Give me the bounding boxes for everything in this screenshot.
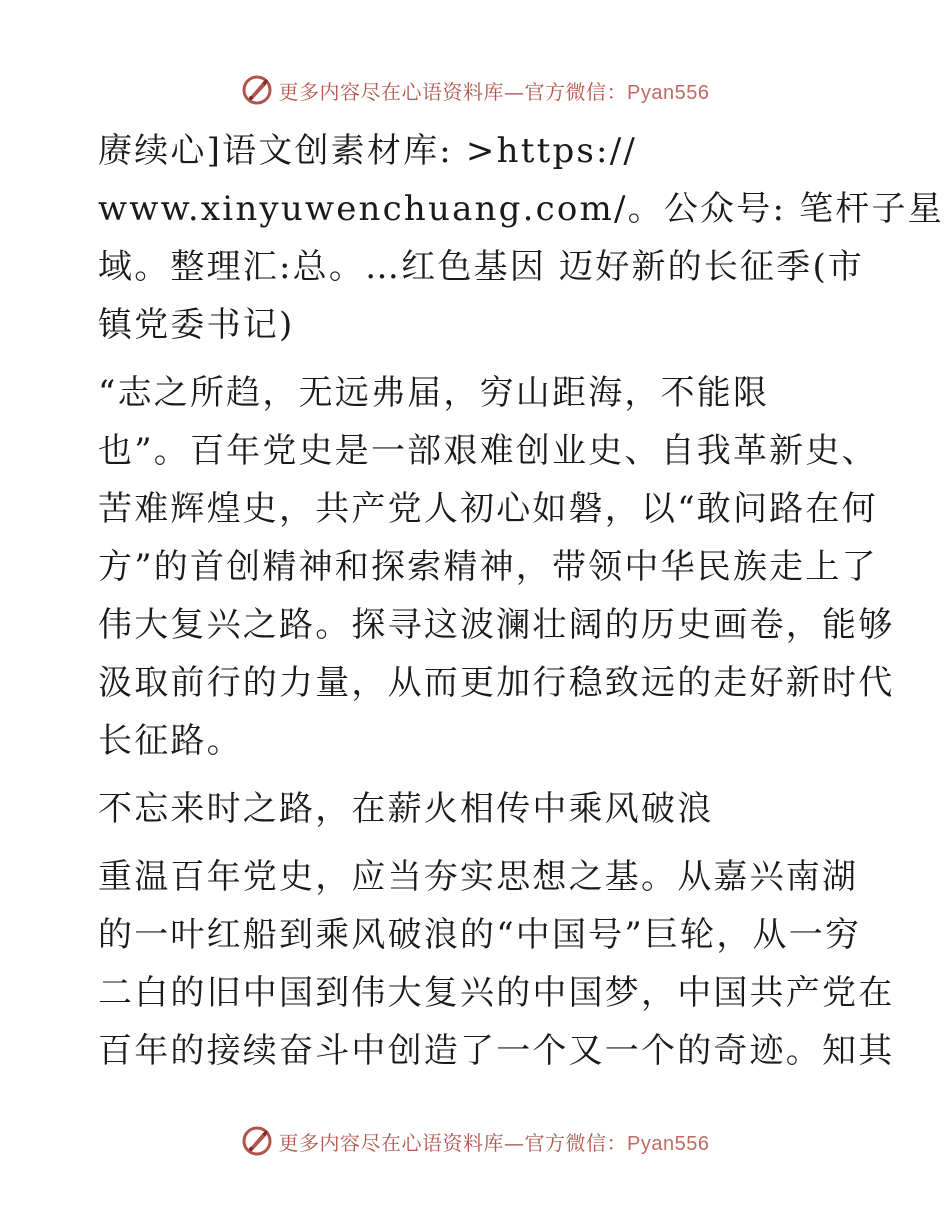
paragraph-3: [98, 848, 895, 1080]
text-line: 赓续心]语文创素材库: >https://: [98, 131, 638, 171]
text-line: 域。整理汇:总。…红色基因 迈好新的长征季(市: [98, 247, 865, 287]
watermark-text: [279, 1127, 710, 1156]
document-body: [98, 122, 944, 1080]
watermark-separator: —: [504, 1130, 525, 1155]
watermark-official-label: 官方微信：: [524, 79, 628, 104]
text-line: 百年的接续奋斗中创造了一个又一个的奇迹。知其: [98, 1031, 895, 1071]
watermark-wechat-id: Pyan556: [627, 81, 710, 104]
watermark-wechat-id: Pyan556: [627, 1132, 710, 1155]
text-line: 的一叶红船到乘风破浪的“中国号”巨轮，从一穷: [98, 915, 862, 955]
watermark-text: [279, 76, 710, 105]
watermark-slogan: 更多内容尽在心语资料库: [278, 79, 505, 104]
paragraph-1: [98, 122, 944, 354]
text-line: 长征路。: [98, 721, 243, 761]
text-line: “志之所趋，无远弗届，穷山距海，不能限: [98, 373, 770, 413]
heading-line: 不忘来时之路，在薪火相传中乘风破浪: [98, 789, 714, 829]
footer-watermark-banner: [0, 1121, 950, 1161]
paragraph-2: [98, 364, 895, 770]
pen-logo-icon: [241, 1125, 273, 1157]
watermark-official-label: 官方微信：: [524, 1130, 628, 1155]
watermark-separator: —: [504, 79, 525, 104]
text-line: 汲取前行的力量，从而更加行稳致远的走好新时代: [98, 663, 895, 703]
text-line: 也”。百年党史是一部艰难创业史、自我革新史、: [98, 431, 878, 471]
text-line: 镇党委书记): [98, 305, 295, 345]
header-watermark-banner: [0, 70, 950, 110]
text-line: 二白的旧中国到伟大复兴的中国梦，中国共产党在: [98, 973, 895, 1013]
section-heading: [98, 780, 858, 838]
text-line: 伟大复兴之路。探寻这波澜壮阔的历史画卷，能够: [98, 605, 895, 645]
text-line: www.xinyuwenchuang.com/。公众号: 笔杆子星: [98, 189, 944, 229]
watermark-slogan: 更多内容尽在心语资料库: [278, 1130, 505, 1155]
pen-logo-icon: [241, 74, 273, 106]
text-line: 重温百年党史，应当夯实思想之基。从嘉兴南湖: [98, 857, 859, 897]
text-line: 苦难辉煌史，共产党人初心如磐，以“敢问路在何: [98, 489, 878, 529]
text-line: 方”的首创精神和探索精神，带领中华民族走上了: [98, 547, 878, 587]
